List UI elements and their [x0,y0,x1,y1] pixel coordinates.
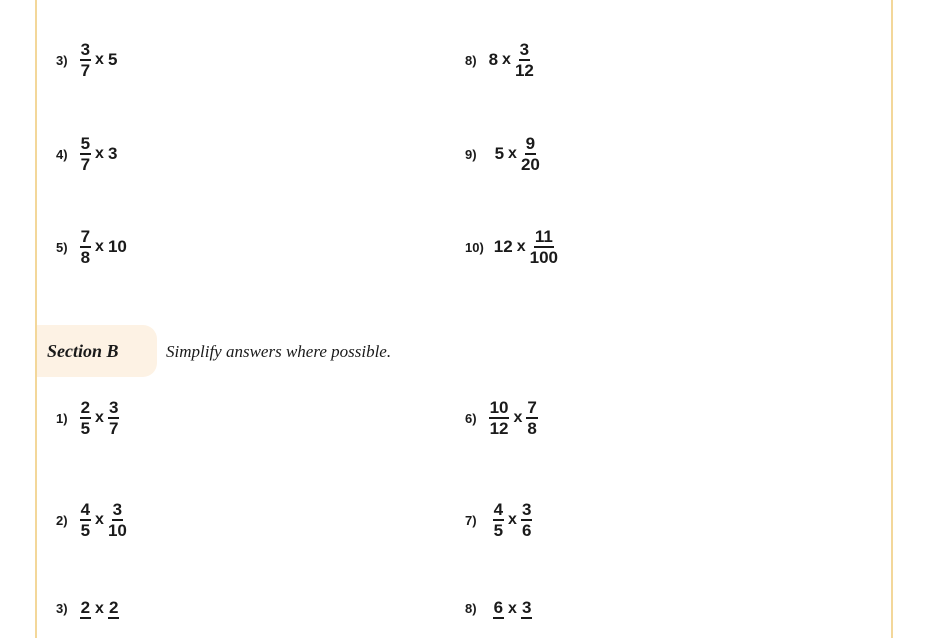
fraction [80,500,91,540]
problem-number: 9) [465,146,477,162]
numerator: 10 [489,398,509,417]
denominator: 5 [80,521,91,540]
denominator: 7 [80,155,91,174]
problem-a3 [56,40,117,80]
numerator: 2 [80,598,91,617]
problem-b6 [465,398,538,438]
problem-b7 [465,500,532,540]
numerator: 3 [80,40,91,59]
fraction [80,398,91,438]
problem-number: 1) [56,410,68,426]
fraction [108,500,127,540]
fraction [80,598,91,619]
problem-number: 8) [465,601,477,616]
multiply-sign: x [95,599,104,617]
fraction [521,134,540,174]
denominator: 5 [493,521,504,540]
denominator: 10 [107,521,127,540]
problem-a4 [56,134,117,174]
multiply-sign: x [95,409,104,426]
numerator: 7 [527,398,537,417]
multiply-sign: x [513,409,523,426]
whole-number: 8 [488,50,499,69]
section-instruction: Simplify answers where possible. [166,342,392,361]
problem-number: 6) [465,410,477,426]
problem-number: 4) [56,146,68,162]
numerator: 7 [80,227,91,246]
problem-b3 [56,598,119,619]
problem-number: 10) [465,239,484,255]
fraction [489,398,510,438]
problem-a5 [56,227,127,267]
problem-b2 [56,500,127,540]
fraction [108,598,119,619]
numerator: 3 [519,40,530,59]
fraction [515,40,534,80]
multiply-sign: x [516,238,526,255]
denominator: 8 [527,419,537,438]
multiply-sign: x [502,51,511,68]
numerator: 3 [521,500,532,519]
multiply-sign: x [508,599,517,617]
denominator: 8 [80,248,91,267]
fraction [80,227,91,267]
fraction [80,134,91,174]
fraction [493,500,504,540]
multiply-sign: x [508,511,517,528]
numerator: 3 [112,500,123,519]
denominator: 12 [514,61,534,80]
numerator: 3 [521,598,532,617]
numerator: 3 [108,398,119,417]
problem-b1 [56,398,119,438]
problem-number: 2) [56,512,68,528]
denominator: 100 [529,248,558,267]
numerator: 4 [493,500,504,519]
fraction [493,598,504,619]
multiply-sign: x [95,238,104,255]
problem-a8 [465,40,534,80]
problem-number: 5) [56,239,68,255]
problem-number: 8) [465,52,477,68]
fraction [80,40,91,80]
problem-a9 [465,134,540,174]
problem-b8 [465,598,532,619]
denominator: 12 [489,419,509,438]
numerator: 4 [80,500,91,519]
whole-number: 5 [107,50,118,69]
numerator: 2 [108,598,119,617]
multiply-sign: x [508,145,517,162]
problem-a10 [465,227,558,267]
denominator: 6 [521,521,532,540]
numerator: 9 [525,134,536,153]
numerator: 5 [80,134,91,153]
whole-number: 12 [493,237,513,256]
numerator: 2 [80,398,91,417]
multiply-sign: x [95,51,104,68]
fraction [521,598,532,619]
numerator: 6 [493,598,504,617]
denominator: 20 [520,155,540,174]
problem-number: 3) [56,601,68,616]
numerator: 11 [534,227,553,246]
denominator: 7 [80,61,91,80]
multiply-sign: x [95,511,104,528]
problem-number: 3) [56,52,68,68]
problem-number: 7) [465,512,477,528]
whole-number: 3 [107,144,118,163]
whole-number: 10 [107,237,127,256]
fraction [526,398,537,438]
page-border [35,0,893,638]
multiply-sign: x [95,145,104,162]
fraction [108,398,119,438]
fraction [521,500,532,540]
whole-number: 5 [494,144,505,163]
section-title: Section B [47,341,119,361]
denominator: 7 [108,419,119,438]
fraction [530,227,558,267]
denominator: 5 [80,419,91,438]
